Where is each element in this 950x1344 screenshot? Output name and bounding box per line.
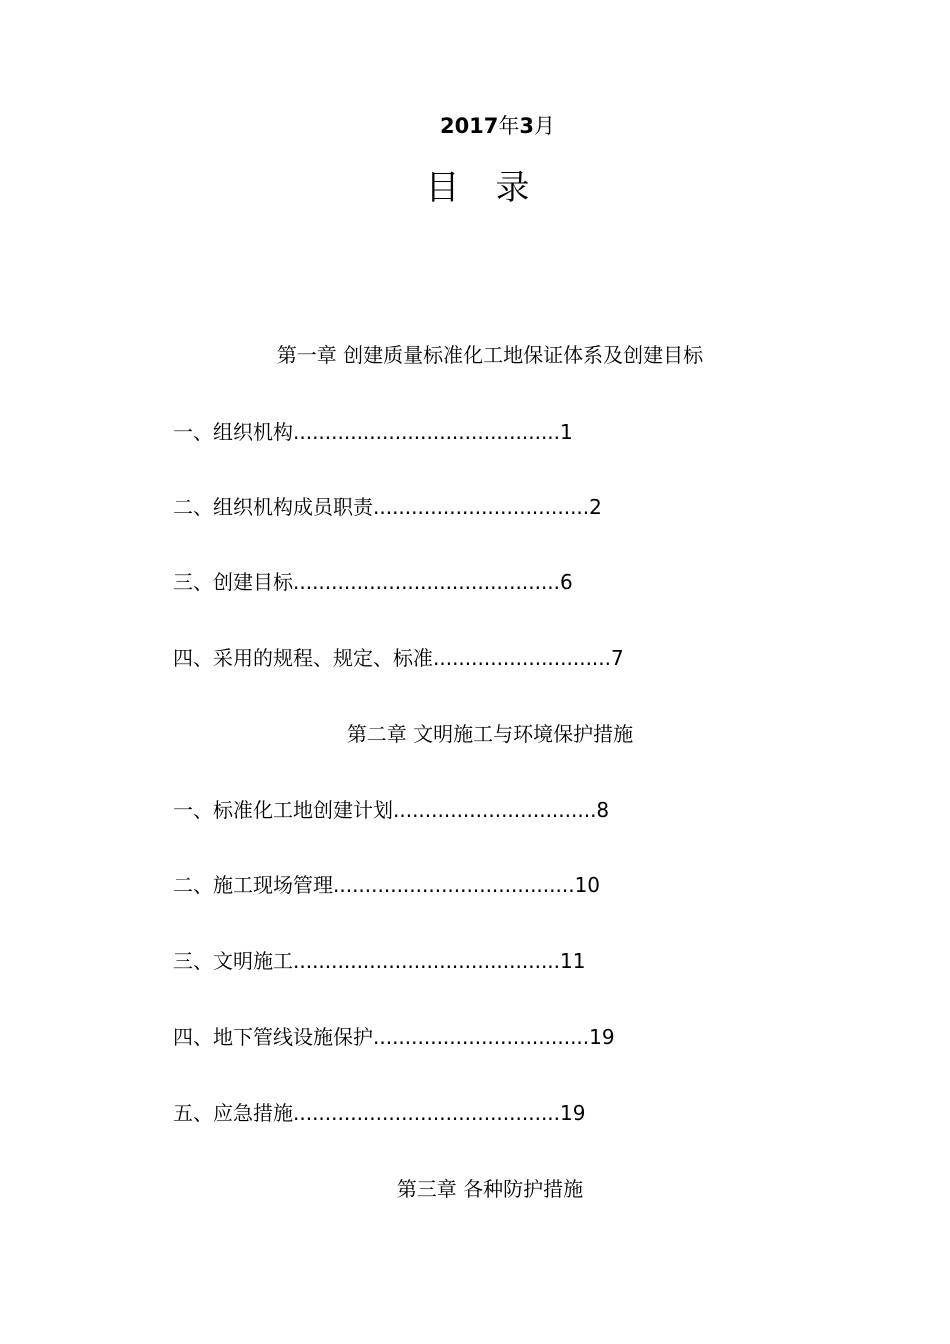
toc-entry: 二、组织机构成员职责..................................2: [173, 495, 602, 519]
toc-entry: 一、组织机构..........................................1: [173, 420, 573, 444]
date-year-char: 年: [498, 114, 520, 138]
document-date: [0, 112, 950, 140]
date-month: 3: [519, 114, 535, 138]
chapter-1-title: 第一章 创建质量标准化工地保证体系及创建目标: [276, 343, 704, 367]
toc-entry: 一、标准化工地创建计划................................8: [173, 798, 610, 822]
chapter-3-title: 第三章 各种防护措施: [396, 1177, 584, 1201]
toc-entry: 四、采用的规程、规定、标准............................7: [173, 646, 624, 670]
date-month-char: 月: [534, 114, 556, 138]
toc-entry: 二、施工现场管理......................................10: [173, 873, 601, 897]
date-year: 2017: [439, 114, 499, 138]
toc-entry: 三、创建目标..........................................6: [173, 570, 573, 594]
toc-entry: 五、应急措施..........................................19: [173, 1101, 586, 1125]
toc-heading: 目录: [425, 168, 566, 208]
toc-entry: 四、地下管线设施保护..................................19: [173, 1025, 615, 1049]
chapter-2-title: 第二章 文明施工与环境保护措施: [346, 722, 634, 746]
toc-entry: 三、文明施工..........................................11: [173, 949, 586, 973]
